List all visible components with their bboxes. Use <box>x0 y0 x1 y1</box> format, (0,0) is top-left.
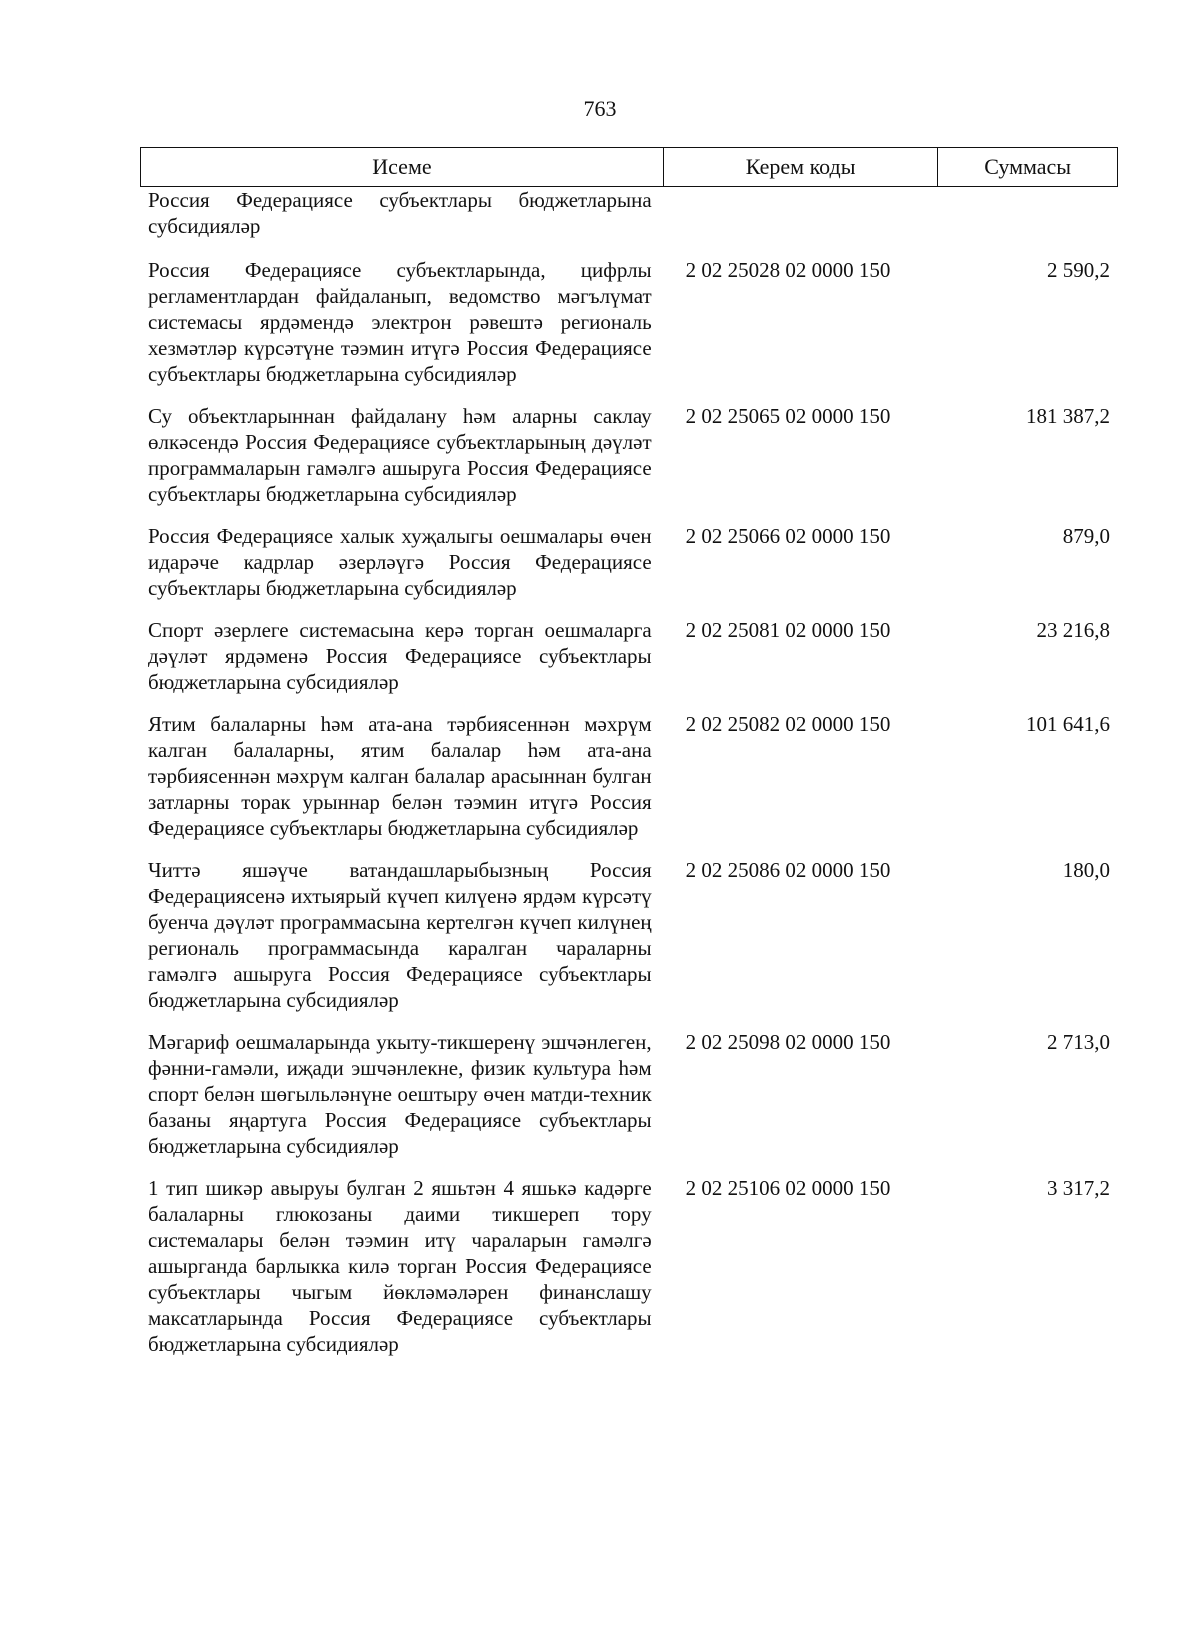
table-row <box>140 403 1118 507</box>
table-body <box>140 187 1118 1373</box>
row-sum: 3 317,2 <box>1047 1176 1110 1200</box>
row-sum: 101 641,6 <box>1026 712 1110 736</box>
row-sum: 879,0 <box>1062 524 1110 548</box>
row-sum: 2 713,0 <box>1047 1030 1110 1054</box>
row-sum <box>950 187 1118 239</box>
row-name: Читтә яшәүче ватандашларыбызның Россия Федерациясенә ихтыярый күчеп килүенә ярдәм күрсәтү буенча дәүләт программасына кертелгән күчеп килүнең региональ программасында каралган чараларны гамәлгә ашыруга Россия Федерациясе субъектлары бюджетларына субсидияләр <box>148 858 652 1012</box>
row-code: 2 02 25066 02 0000 150 <box>685 524 891 548</box>
row-name: Россия Федерациясе субъектлары бюджетларына субсидияләр <box>148 188 652 238</box>
table-row <box>140 1175 1118 1357</box>
table-row <box>140 617 1118 695</box>
row-name: Россия Федерациясе халык хуҗалыгы оешмалары өчен идарәче кадрлар әзерләүгә Россия Федерациясе субъектлары бюджетларына субсидияләр <box>148 524 652 600</box>
table-row <box>140 711 1118 841</box>
row-code: 2 02 25098 02 0000 150 <box>685 1030 891 1054</box>
row-sum: 180,0 <box>1062 858 1110 882</box>
table-row <box>140 523 1118 601</box>
row-code: 2 02 25028 02 0000 150 <box>685 258 891 282</box>
row-name: Ятим балаларны һәм ата-ана тәрбиясеннән мәхрүм калган балаларны, ятим балалар һәм ата-ана тәрбиясеннән мәхрүм калган балалар арасыннан булган затларны торак урыннар белән тәэмин итүгә Россия Федерациясе субъектлары бюджетларына субсидияләр <box>148 712 652 840</box>
row-code: 2 02 25081 02 0000 150 <box>685 618 891 642</box>
row-code <box>652 187 951 239</box>
row-sum: 23 216,8 <box>1036 618 1110 642</box>
row-code: 2 02 25106 02 0000 150 <box>685 1176 891 1200</box>
row-code: 2 02 25065 02 0000 150 <box>685 404 891 428</box>
row-name: Су объектларыннан файдалану һәм аларны саклау өлкәсендә Россия Федерациясе субъектларының дәүләт программаларын гамәлгә ашыруга Россия Федерациясе субъектлары бюджетларына субсидияләр <box>148 404 652 506</box>
table-row <box>140 857 1118 1013</box>
header-sum: Суммасы <box>984 154 1072 179</box>
row-sum: 2 590,2 <box>1047 258 1110 282</box>
row-sum: 181 387,2 <box>1026 404 1110 428</box>
row-code: 2 02 25082 02 0000 150 <box>685 712 891 736</box>
table-row <box>140 1029 1118 1159</box>
header-name: Исеме <box>141 148 664 186</box>
row-name: Россия Федерациясе субъектларында, цифрлы регламентлардан файдаланып, ведомство мәгълүмат системасы ярдәмендә электрон рәвештә региональ хезмәтләр күрсәтүне тәэмин итүгә Россия Федерациясе субъектлары бюджетларына субсидияләр <box>148 258 652 386</box>
header-code: Керем коды <box>664 148 938 186</box>
table-row <box>140 187 1118 239</box>
row-name: 1 тип шикәр авыруы булган 2 яшьтән 4 яшькә кадәрге балаларны глюкозаны даими тикшереп тору системалары белән тәэмин итү чараларын гамәлгә ашырганда барлыкка килә торган Россия Федерациясе субъектлары чыгым йөкләмәләрен финанслашу максатларында Россия Федерациясе субъектлары бюджетларына субсидияләр <box>148 1176 652 1356</box>
row-name: Спорт әзерлеге системасына керә торган оешмаларга дәүләт ярдәменә Россия Федерациясе субъектлары бюджетларына субсидияләр <box>148 618 652 694</box>
row-name: Мәгариф оешмаларында укыту-тикшеренү эшчәнлеген, фәнни-гамәли, иҗади эшчәнлекне, физик культура һәм спорт белән шөгыльләнүне оештыру өчен матди-техник базаны яңартуга Россия Федерациясе субъектлары бюджетларына субсидияләр <box>148 1030 652 1158</box>
table-row <box>140 257 1118 387</box>
page-number: 763 <box>583 96 617 121</box>
table-header <box>140 147 1118 187</box>
row-code: 2 02 25086 02 0000 150 <box>685 858 891 882</box>
